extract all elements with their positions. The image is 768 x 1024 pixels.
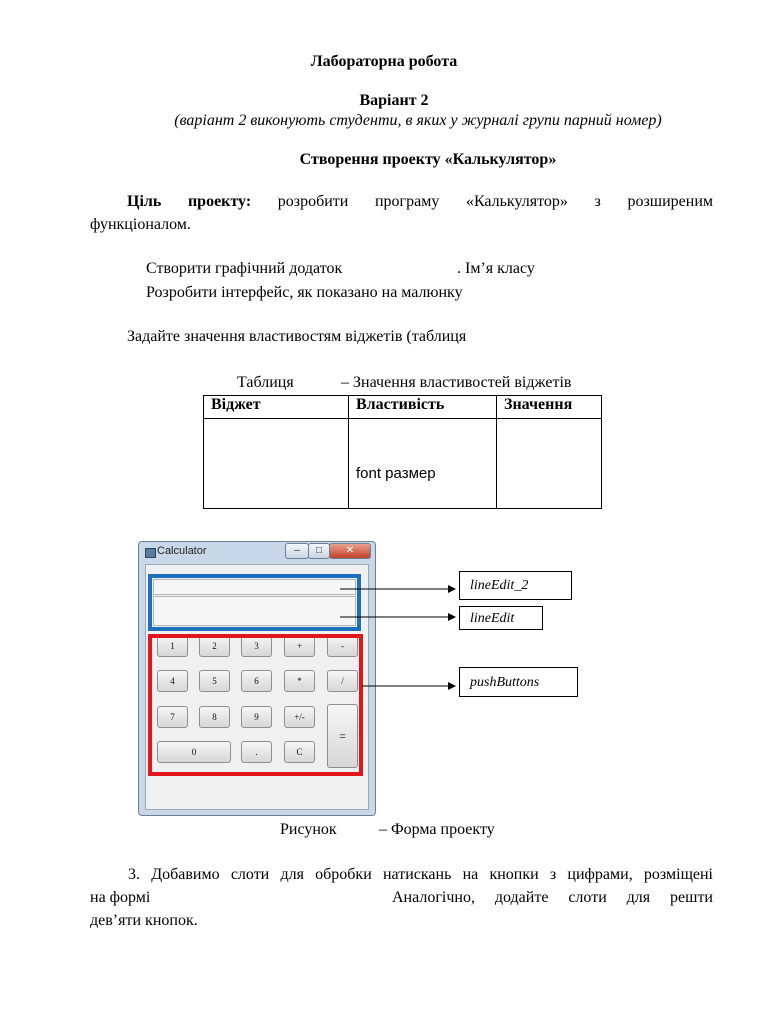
button-equals[interactable]: =: [327, 704, 358, 768]
button-6[interactable]: 6: [241, 670, 272, 692]
step3-line-3: дев’яти кнопок.: [90, 912, 198, 929]
button-1[interactable]: 1: [157, 635, 188, 657]
button-9[interactable]: 9: [241, 706, 272, 728]
callout-push-buttons: pushButtons: [459, 667, 578, 697]
maximize-icon[interactable]: □: [308, 543, 330, 559]
table-cell: font размер: [349, 419, 497, 509]
project-title: Створення проекту «Калькулятор»: [299, 151, 557, 168]
table-header-cell: Віджет: [204, 396, 349, 419]
button-sign[interactable]: +/-: [284, 706, 315, 728]
button-plus[interactable]: +: [284, 635, 315, 657]
button-2[interactable]: 2: [199, 635, 230, 657]
button-3[interactable]: 3: [241, 635, 272, 657]
button-5[interactable]: 5: [199, 670, 230, 692]
button-clear[interactable]: C: [284, 741, 315, 763]
step3-line-2a: на формі: [90, 889, 151, 906]
goal-text: розробити програму «Калькулятор» з розширеним: [277, 193, 714, 210]
step3-line-2b: Аналогічно, додайте слоти для решти: [392, 889, 713, 906]
step3-line-1: 3. Добавимо слоти для обробки натискань на кнопки з цифрами, розміщені: [128, 866, 713, 883]
set-properties-text: Задайте значення властивостям віджетів (таблиця: [127, 328, 467, 345]
table-header-cell: Властивість: [349, 396, 497, 419]
table-header-cell: Значення: [497, 396, 602, 419]
minimize-icon[interactable]: –: [285, 543, 309, 559]
button-4[interactable]: 4: [157, 670, 188, 692]
step-create-app: Створити графічний додаток: [146, 260, 343, 277]
button-divide[interactable]: /: [327, 670, 358, 692]
variant-heading: Варіант 2: [359, 92, 429, 109]
close-icon[interactable]: ✕: [329, 543, 371, 559]
figure-caption-text: – Форма проекту: [379, 821, 495, 838]
button-dot[interactable]: .: [241, 741, 272, 763]
table-caption-text: – Значення властивостей віджетів: [341, 374, 572, 391]
figure-caption-label: Рисунок: [280, 821, 337, 838]
step-class-name: . Ім’я класу: [457, 260, 535, 277]
window-title: Calculator: [157, 545, 207, 557]
document-title: Лабораторна робота: [310, 53, 458, 70]
button-7[interactable]: 7: [157, 706, 188, 728]
button-minus[interactable]: -: [327, 635, 358, 657]
button-8[interactable]: 8: [199, 706, 230, 728]
callout-line-edit-2: lineEdit_2: [459, 571, 572, 600]
step-design-ui: Розробити інтерфейс, як показано на малюнку: [146, 284, 463, 301]
goal-label: Ціль проекту:: [127, 193, 252, 210]
callout-line-edit: lineEdit: [459, 606, 543, 630]
variant-note: (варіант 2 виконують студенти, в яких у журналі групи парний номер): [174, 112, 662, 129]
table-caption-label: Таблиця: [237, 374, 294, 391]
button-0[interactable]: 0: [157, 741, 231, 763]
button-multiply[interactable]: *: [284, 670, 315, 692]
goal-line-2: функціоналом.: [90, 216, 191, 233]
